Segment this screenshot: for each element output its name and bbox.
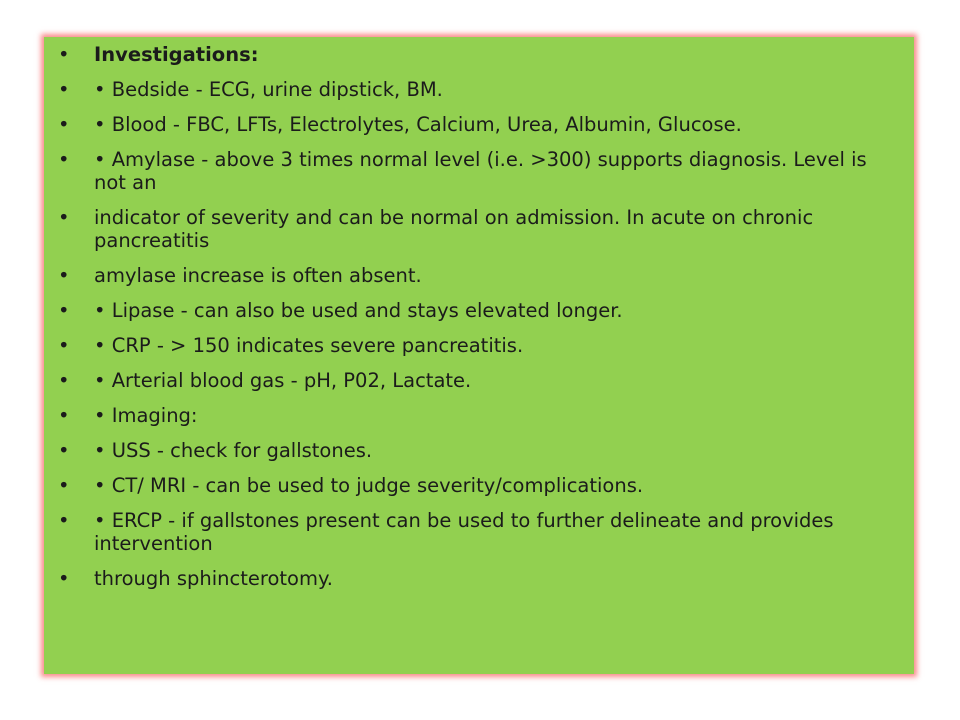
bullet-icon: • <box>58 334 70 357</box>
list-item-text: indicator of severity and can be normal on admission. In acute on chronic pancreatitis <box>94 206 814 252</box>
list-item-text: amylase increase is often absent. <box>94 264 422 287</box>
list-item <box>44 369 914 392</box>
list-item-text: Investigations: <box>94 43 259 66</box>
list-item-text: • Amylase - above 3 times normal level (i.e. >300) supports diagnosis. Level is not an <box>94 148 867 194</box>
list-item <box>44 474 914 497</box>
bullet-icon: • <box>58 148 70 171</box>
list-item <box>44 264 914 287</box>
list-item-text: through sphincterotomy. <box>94 567 333 590</box>
list-item <box>44 439 914 462</box>
list-item-text: • Bedside - ECG, urine dipstick, BM. <box>94 78 443 101</box>
list-item <box>44 206 914 252</box>
list-item <box>44 509 914 555</box>
bullet-icon: • <box>58 78 70 101</box>
list-item <box>44 299 914 322</box>
bullet-list <box>44 43 914 602</box>
bullet-icon: • <box>58 474 70 497</box>
list-item-text: • Lipase - can also be used and stays elevated longer. <box>94 299 623 322</box>
list-item-text: • USS - check for gallstones. <box>94 439 373 462</box>
list-item <box>44 113 914 136</box>
list-item-text: • CRP - > 150 indicates severe pancreatitis. <box>94 334 524 357</box>
list-item-text: • Arterial blood gas - pH, P02, Lactate. <box>94 369 472 392</box>
list-item-heading <box>44 43 914 66</box>
bullet-icon: • <box>58 43 70 66</box>
bullet-icon: • <box>58 264 70 287</box>
bullet-icon: • <box>58 509 70 532</box>
list-item <box>44 148 914 194</box>
bullet-icon: • <box>58 369 70 392</box>
list-item <box>44 567 914 590</box>
list-item <box>44 334 914 357</box>
bullet-icon: • <box>58 567 70 590</box>
list-item <box>44 78 914 101</box>
list-item-text: • Blood - FBC, LFTs, Electrolytes, Calcium, Urea, Albumin, Glucose. <box>94 113 742 136</box>
list-item-text: • Imaging: <box>94 404 198 427</box>
content-panel <box>44 37 914 674</box>
bullet-icon: • <box>58 404 70 427</box>
list-item <box>44 404 914 427</box>
list-item-text: • CT/ MRI - can be used to judge severity/complications. <box>94 474 644 497</box>
bullet-icon: • <box>58 299 70 322</box>
bullet-icon: • <box>58 439 70 462</box>
bullet-icon: • <box>58 113 70 136</box>
list-item-text: • ERCP - if gallstones present can be used to further delineate and provides intervention <box>94 509 834 555</box>
bullet-icon: • <box>58 206 70 229</box>
